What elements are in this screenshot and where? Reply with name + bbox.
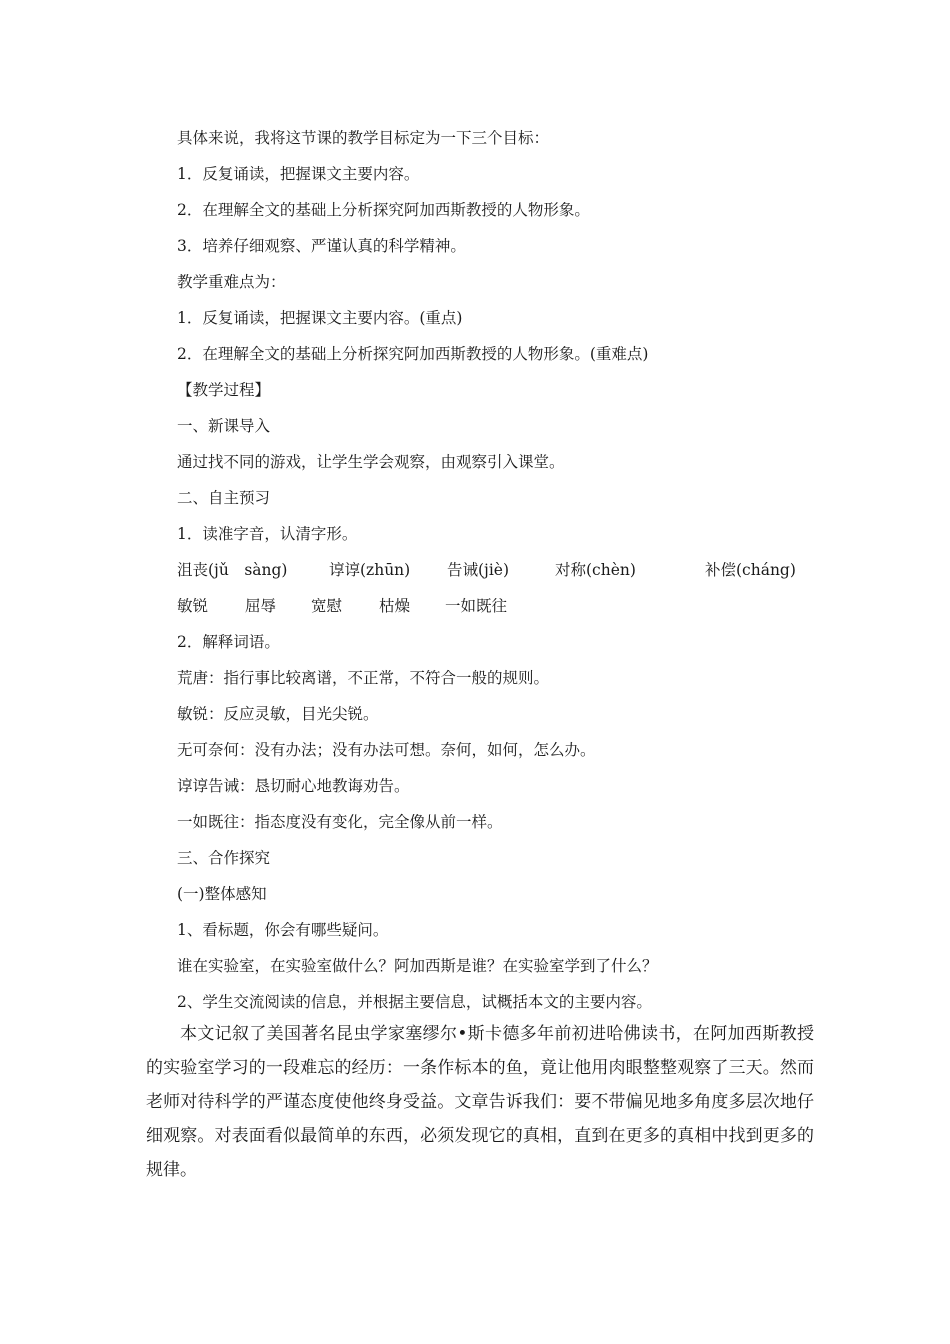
- vocab-word: 枯燥: [379, 597, 411, 615]
- definition-2: 敏锐：反应灵敏，目光尖锐。: [177, 705, 379, 723]
- subsection-heading: (一)整体感知: [177, 885, 267, 903]
- explore-step-1: 1、看标题，你会有哪些疑问。: [177, 921, 389, 939]
- explore-questions: 谁在实验室，在实验室做什么？阿加西斯是谁？在实验室学到了什么？: [177, 957, 658, 975]
- key-point-2: 2．在理解全文的基础上分析探究阿加西斯教授的人物形象。(重难点): [177, 345, 649, 363]
- explore-step-2: 2、学生交流阅读的信息，并根据主要信息，试概括本文的主要内容。: [177, 993, 652, 1011]
- vocab-word: 一如既往: [445, 597, 508, 615]
- goal-3: 3．培养仔细观察、严谨认真的科学精神。: [177, 237, 466, 255]
- vocab-words-row: [177, 596, 817, 616]
- section-heading-explore: 三、合作探究: [177, 849, 271, 867]
- vocab-item: 告诫(jiè): [447, 561, 510, 579]
- definition-5: 一如既往：指态度没有变化，完全像从前一样。: [177, 813, 503, 831]
- definition-3: 无可奈何：没有办法；没有办法可想。奈何，如何，怎么办。: [177, 741, 596, 759]
- vocab-item: 对称(chèn): [555, 561, 636, 579]
- definition-4: 谆谆告诫：恳切耐心地教诲劝告。: [177, 777, 410, 795]
- goal-1: 1．反复诵读，把握课文主要内容。: [177, 165, 420, 183]
- goal-2: 2．在理解全文的基础上分析探究阿加西斯教授的人物形象。: [177, 201, 590, 219]
- intro-line: 具体来说，我将这节课的教学目标定为一下三个目标：: [177, 129, 550, 147]
- section-heading-intro: 一、新课导入: [177, 417, 271, 435]
- vocab-item: 谆谆(zhūn): [329, 561, 411, 579]
- preview-step-1: 1．读准字音，认清字形。: [177, 525, 358, 543]
- vocab-item: 沮丧(jǔ sàng): [177, 561, 288, 579]
- vocab-word: 屈辱: [245, 597, 277, 615]
- summary-paragraph: 本文记叙了美国著名昆虫学家塞缪尔•斯卡德多年前初进哈佛读书，在阿加西斯教授的实验室学习的一段难忘的经历：一条作标本的鱼，竟让他用肉眼整整观察了三天。然而老师对待科学的严谨态度使他终身受益。文章告诉我们：要不带偏见地多角度多层次地仔细观察。对表面看似最简单的东西，必须发现它的真相，直到在更多的真相中找到更多的规律。: [146, 1024, 814, 1180]
- key-point-1: 1．反复诵读，把握课文主要内容。(重点): [177, 309, 463, 327]
- section-heading-preview: 二、自主预习: [177, 489, 271, 507]
- key-points-heading: 教学重难点为：: [177, 273, 286, 291]
- vocab-word: 敏锐: [177, 597, 209, 615]
- vocab-word: 宽慰: [311, 597, 343, 615]
- definition-1: 荒唐：指行事比较离谱，不正常，不符合一般的规则。: [177, 669, 550, 687]
- teaching-process-heading: 【教学过程】: [177, 381, 271, 399]
- vocab-pinyin-row: [177, 560, 817, 580]
- intro-text: 通过找不同的游戏，让学生学会观察，由观察引入课堂。: [177, 453, 565, 471]
- vocab-item: 补偿(cháng): [705, 561, 796, 579]
- preview-step-2: 2．解释词语。: [177, 633, 280, 651]
